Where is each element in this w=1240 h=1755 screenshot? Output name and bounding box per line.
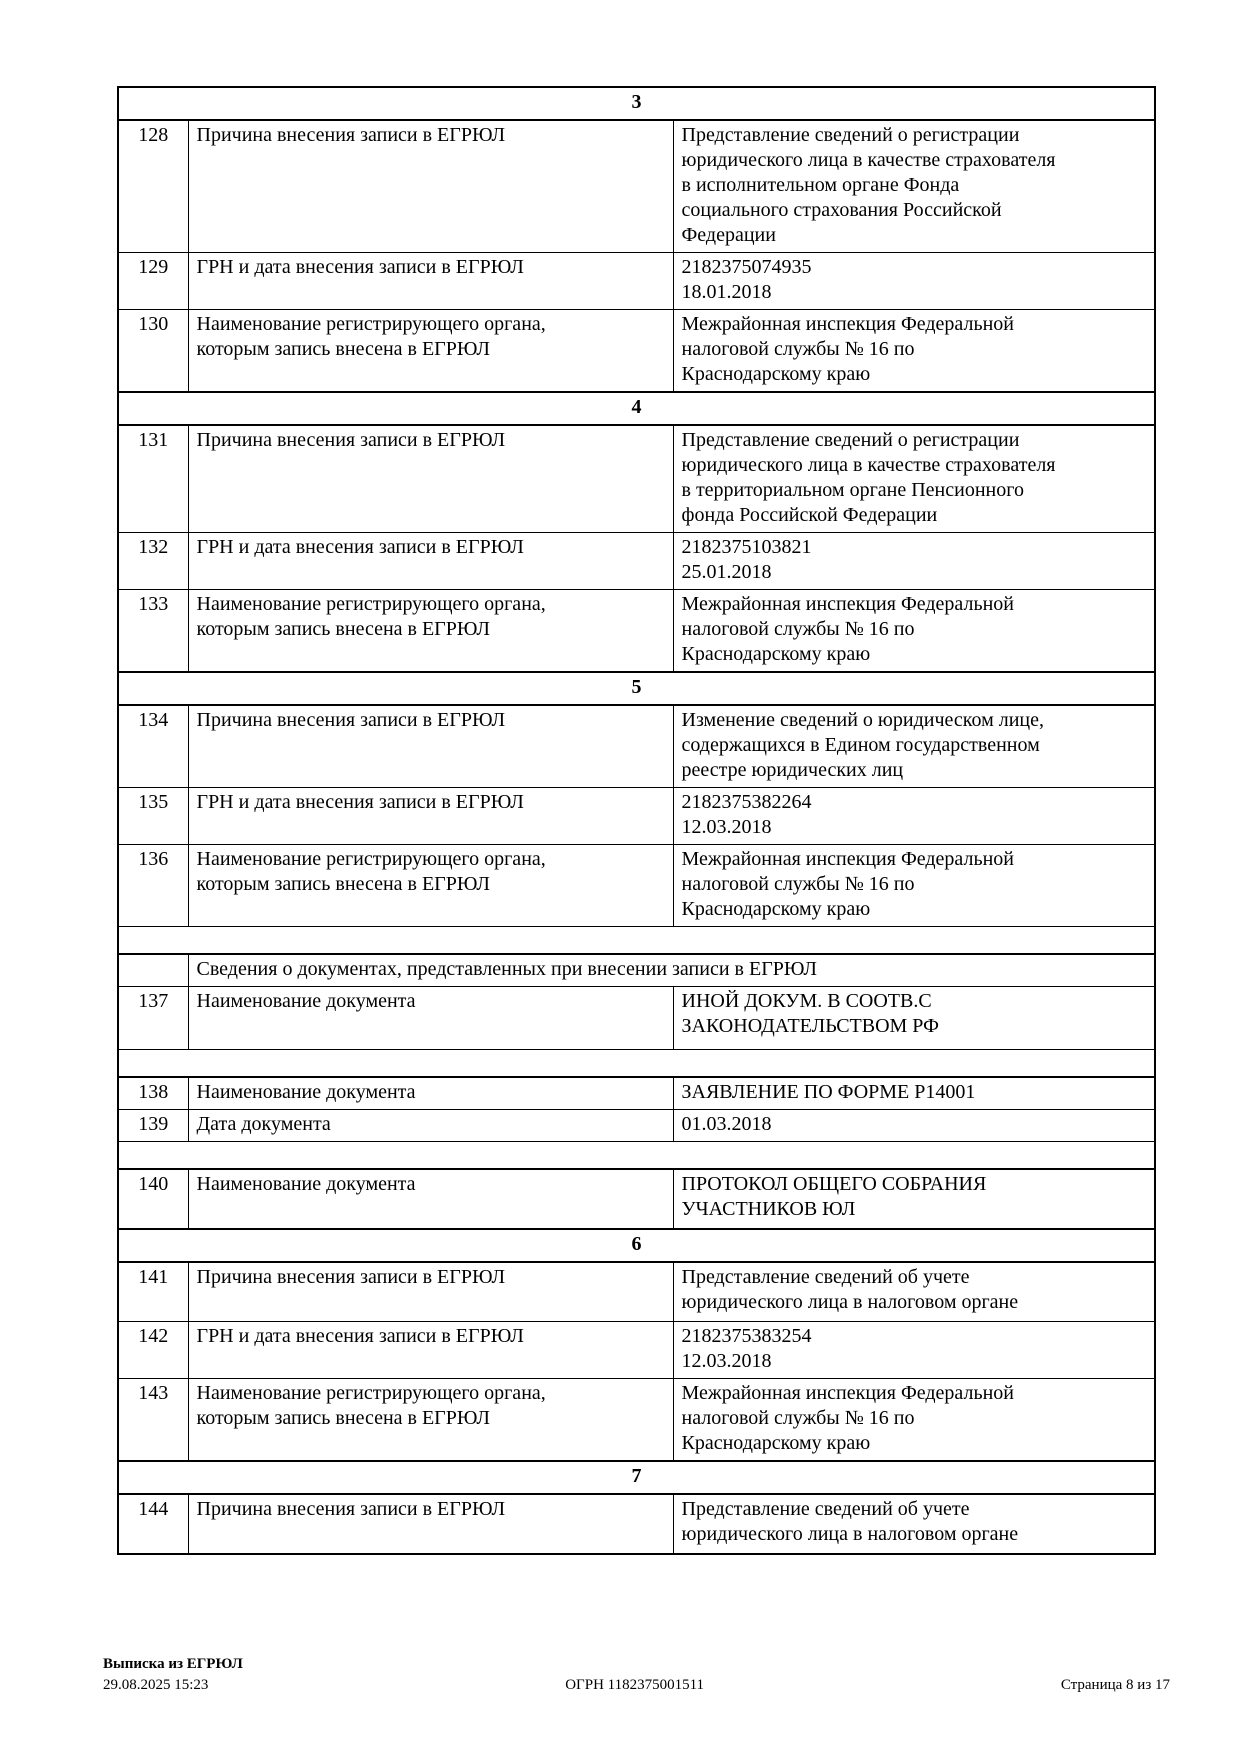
row-number-cell: 132 <box>118 533 188 590</box>
row-label-line: Дата документа <box>196 1113 331 1135</box>
row-value-line: в территориальном органе Пенсионного <box>681 479 1024 501</box>
row-number-cell-empty <box>118 954 188 987</box>
row-number-cell: 142 <box>118 1322 188 1379</box>
section-number-cell: 4 <box>118 392 1155 425</box>
table-row-144 <box>118 1494 1155 1554</box>
row-number-cell: 135 <box>118 788 188 845</box>
table-row-137 <box>118 987 1155 1050</box>
row-label-cell <box>188 1322 673 1379</box>
row-label-line: Причина внесения записи в ЕГРЮЛ <box>196 1266 506 1288</box>
row-value-line: юридического лица в качестве страхователя <box>681 454 1056 476</box>
row-label-line: Причина внесения записи в ЕГРЮЛ <box>196 429 506 451</box>
table-row-133 <box>118 590 1155 673</box>
row-value-line: Федерации <box>681 224 776 246</box>
row-label-line: которым запись внесена в ЕГРЮЛ <box>196 338 490 360</box>
row-label-line: Наименование документа <box>196 1173 416 1195</box>
row-label-line: Наименование регистрирующего органа, <box>196 313 546 335</box>
row-number-cell: 136 <box>118 845 188 927</box>
row-number-cell: 129 <box>118 253 188 310</box>
row-number-cell: 133 <box>118 590 188 673</box>
section-number-cell: 6 <box>118 1229 1155 1262</box>
row-value-line: Краснодарскому краю <box>681 643 871 665</box>
documents-subheader-cell: Сведения о документах, представленных при внесении записи в ЕГРЮЛ <box>188 954 1155 987</box>
row-value-cell <box>673 845 1155 927</box>
spacer-row <box>118 1142 1155 1170</box>
row-number-cell: 139 <box>118 1110 188 1142</box>
row-label-cell <box>188 1169 673 1229</box>
row-value-line: налоговой службы № 16 по <box>681 618 915 640</box>
row-value-line: ЗАЯВЛЕНИЕ ПО ФОРМЕ Р14001 <box>681 1081 976 1103</box>
row-label-line: Причина внесения записи в ЕГРЮЛ <box>196 124 506 146</box>
row-value-line: содержащихся в Едином государственном <box>681 734 1040 756</box>
footer-second-line <box>103 1675 1170 1696</box>
row-value-line: 2182375074935 <box>681 256 812 278</box>
row-value-cell <box>673 533 1155 590</box>
table-row-140 <box>118 1169 1155 1229</box>
spacer-cell <box>118 927 1155 955</box>
row-value-line: Представление сведений об учете <box>681 1498 970 1520</box>
table-row-138 <box>118 1077 1155 1110</box>
section-header-row-5 <box>118 672 1155 705</box>
section-number-cell: 7 <box>118 1461 1155 1494</box>
row-label-line: ГРН и дата внесения записи в ЕГРЮЛ <box>196 256 524 278</box>
row-value-line: юридического лица в налоговом органе <box>681 1523 1019 1545</box>
row-value-line: Представление сведений об учете <box>681 1266 970 1288</box>
row-value-cell <box>673 1077 1155 1110</box>
row-value-line: социального страхования Российской <box>681 199 1002 221</box>
row-value-cell <box>673 705 1155 788</box>
row-label-line: Наименование регистрирующего органа, <box>196 1382 546 1404</box>
row-label-line: которым запись внесена в ЕГРЮЛ <box>196 1407 490 1429</box>
row-value-line: налоговой службы № 16 по <box>681 338 915 360</box>
footer-ogrn: ОГРН 1182375001511 <box>565 1677 705 1693</box>
footer-page-number: Страница 8 из 17 <box>1060 1677 1170 1693</box>
table-row-142 <box>118 1322 1155 1379</box>
row-value-line: Межрайонная инспекция Федеральной <box>681 1382 1014 1404</box>
row-label-cell <box>188 987 673 1050</box>
row-label-line: Причина внесения записи в ЕГРЮЛ <box>196 1498 506 1520</box>
row-label-line: Наименование документа <box>196 1081 416 1103</box>
row-label-line: ГРН и дата внесения записи в ЕГРЮЛ <box>196 536 524 558</box>
section-header-row-7 <box>118 1461 1155 1494</box>
row-value-cell <box>673 253 1155 310</box>
egrul-table <box>117 86 1156 1555</box>
table-row-141 <box>118 1262 1155 1322</box>
footer-datetime: 29.08.2025 15:23 <box>103 1677 209 1693</box>
row-value-cell <box>673 590 1155 673</box>
row-value-line: 2182375103821 <box>681 536 812 558</box>
footer-document-title: Выписка из ЕГРЮЛ <box>103 1656 243 1672</box>
row-value-line: налоговой службы № 16 по <box>681 1407 915 1429</box>
row-label-cell <box>188 1262 673 1322</box>
row-value-line: Межрайонная инспекция Федеральной <box>681 313 1014 335</box>
row-number-cell: 140 <box>118 1169 188 1229</box>
row-value-cell <box>673 987 1155 1050</box>
table-row-132 <box>118 533 1155 590</box>
table-row-134 <box>118 705 1155 788</box>
row-number-cell: 138 <box>118 1077 188 1110</box>
table-row-139 <box>118 1110 1155 1142</box>
table-row-136 <box>118 845 1155 927</box>
row-value-line: реестре юридических лиц <box>681 759 904 781</box>
row-number-cell: 137 <box>118 987 188 1050</box>
row-label-cell <box>188 533 673 590</box>
row-value-line: Представление сведений о регистрации <box>681 429 1020 451</box>
row-number-cell: 134 <box>118 705 188 788</box>
row-value-line: налоговой службы № 16 по <box>681 873 915 895</box>
row-label-cell <box>188 705 673 788</box>
row-label-cell <box>188 425 673 533</box>
row-label-cell <box>188 120 673 253</box>
spacer-row <box>118 927 1155 955</box>
row-value-cell <box>673 120 1155 253</box>
row-number-cell: 130 <box>118 310 188 393</box>
section-number-cell: 5 <box>118 672 1155 705</box>
row-value-line: Межрайонная инспекция Федеральной <box>681 848 1014 870</box>
row-number-cell: 141 <box>118 1262 188 1322</box>
table-row-129 <box>118 253 1155 310</box>
spacer-cell <box>118 1050 1155 1078</box>
spacer-cell <box>118 1142 1155 1170</box>
row-value-line: юридического лица в налоговом органе <box>681 1291 1019 1313</box>
row-value-cell <box>673 1379 1155 1462</box>
table-row-135 <box>118 788 1155 845</box>
row-value-line: 2182375382264 <box>681 791 812 813</box>
row-number-cell: 143 <box>118 1379 188 1462</box>
section-header-row-3 <box>118 87 1155 120</box>
row-value-line: 12.03.2018 <box>681 1350 772 1372</box>
row-number-cell: 131 <box>118 425 188 533</box>
row-label-cell <box>188 845 673 927</box>
row-label-line: ГРН и дата внесения записи в ЕГРЮЛ <box>196 1325 524 1347</box>
row-value-line: Краснодарскому краю <box>681 363 871 385</box>
row-label-line: Причина внесения записи в ЕГРЮЛ <box>196 709 506 731</box>
row-label-cell <box>188 788 673 845</box>
row-label-line: которым запись внесена в ЕГРЮЛ <box>196 873 490 895</box>
row-value-line: юридического лица в качестве страхователя <box>681 149 1056 171</box>
row-value-cell <box>673 788 1155 845</box>
row-label-line: которым запись внесена в ЕГРЮЛ <box>196 618 490 640</box>
row-label-line: Наименование регистрирующего органа, <box>196 848 546 870</box>
row-value-line: 2182375383254 <box>681 1325 812 1347</box>
section-number-cell: 3 <box>118 87 1155 120</box>
row-label-cell <box>188 1110 673 1142</box>
row-label-cell <box>188 1077 673 1110</box>
row-value-line: 25.01.2018 <box>681 561 772 583</box>
row-value-line: фонда Российской Федерации <box>681 504 938 526</box>
row-value-cell <box>673 425 1155 533</box>
row-value-cell <box>673 310 1155 393</box>
row-value-line: 12.03.2018 <box>681 816 772 838</box>
row-value-line: ПРОТОКОЛ ОБЩЕГО СОБРАНИЯ <box>681 1173 987 1195</box>
spacer-row <box>118 1050 1155 1078</box>
row-label-line: Наименование регистрирующего органа, <box>196 593 546 615</box>
egrul-table-body <box>118 87 1155 1554</box>
row-value-line: ЗАКОНОДАТЕЛЬСТВОМ РФ <box>681 1015 939 1037</box>
section-header-row-4 <box>118 392 1155 425</box>
row-value-cell <box>673 1262 1155 1322</box>
row-value-cell <box>673 1494 1155 1554</box>
row-number-cell: 144 <box>118 1494 188 1554</box>
row-label-cell <box>188 590 673 673</box>
row-label-line: ГРН и дата внесения записи в ЕГРЮЛ <box>196 791 524 813</box>
table-row-143 <box>118 1379 1155 1462</box>
row-label-cell <box>188 1379 673 1462</box>
row-value-line: Представление сведений о регистрации <box>681 124 1020 146</box>
table-row-131 <box>118 425 1155 533</box>
row-value-line: Краснодарскому краю <box>681 1432 871 1454</box>
page-footer <box>103 1654 1170 1696</box>
row-label-cell <box>188 1494 673 1554</box>
row-value-line: Изменение сведений о юридическом лице, <box>681 709 1045 731</box>
row-number-cell: 128 <box>118 120 188 253</box>
row-label-line: Наименование документа <box>196 990 416 1012</box>
row-label-cell <box>188 253 673 310</box>
row-value-line: УЧАСТНИКОВ ЮЛ <box>681 1198 856 1220</box>
section-header-row-6 <box>118 1229 1155 1262</box>
row-value-cell <box>673 1110 1155 1142</box>
row-value-cell <box>673 1322 1155 1379</box>
table-row-128 <box>118 120 1155 253</box>
row-value-line: ИНОЙ ДОКУМ. В СООТВ.С <box>681 990 932 1012</box>
row-value-line: 18.01.2018 <box>681 281 772 303</box>
row-value-line: 01.03.2018 <box>681 1113 772 1135</box>
table-row-130 <box>118 310 1155 393</box>
row-value-cell <box>673 1169 1155 1229</box>
row-value-line: Краснодарскому краю <box>681 898 871 920</box>
row-value-line: Межрайонная инспекция Федеральной <box>681 593 1014 615</box>
row-value-line: в исполнительном органе Фонда <box>681 174 960 196</box>
documents-subheader-row <box>118 954 1155 987</box>
row-label-cell <box>188 310 673 393</box>
